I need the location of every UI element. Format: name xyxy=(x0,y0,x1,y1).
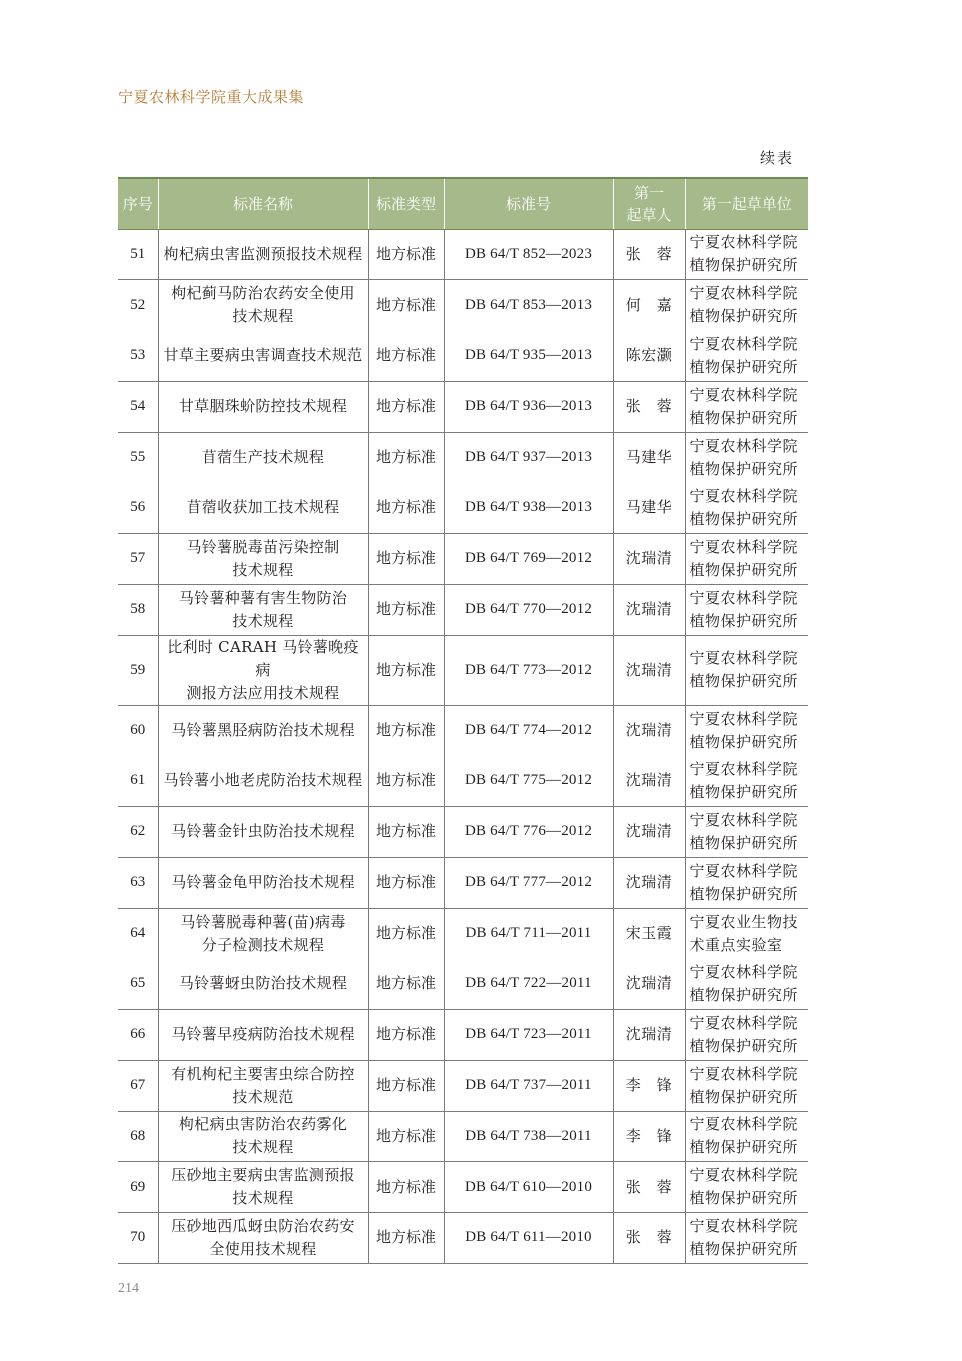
drafting-unit-line1: 宁夏农林科学院 xyxy=(689,1064,799,1083)
standard-name xyxy=(158,280,368,331)
standard-code: DB 64/T 853—2013 xyxy=(444,280,613,331)
drafting-unit-line1: 宁夏农林科学院 xyxy=(689,537,799,556)
drafting-unit xyxy=(685,381,808,432)
standard-code: DB 64/T 722—2011 xyxy=(444,959,613,1010)
drafting-unit xyxy=(685,1111,808,1162)
col-header-no: 序号 xyxy=(118,178,158,229)
standard-name-line2: 技术规程 xyxy=(232,611,294,630)
standard-name xyxy=(158,381,368,432)
drafting-unit-line2: 植物保护研究所 xyxy=(689,459,799,478)
col-header-author xyxy=(613,178,685,229)
drafting-unit-line1: 宁夏农林科学院 xyxy=(689,709,799,728)
standard-code: DB 64/T 738—2011 xyxy=(444,1111,613,1162)
drafting-unit-line2: 植物保护研究所 xyxy=(689,1239,799,1258)
col-header-type: 标准类型 xyxy=(368,178,444,229)
table-row xyxy=(118,483,808,534)
first-drafter: 何 嘉 xyxy=(613,280,685,331)
first-drafter: 沈瑞清 xyxy=(613,807,685,858)
standard-code: DB 64/T 938—2013 xyxy=(444,483,613,534)
drafting-unit-line1: 宁夏农林科学院 xyxy=(689,1166,799,1185)
row-number: 61 xyxy=(118,756,158,807)
table-row xyxy=(118,1213,808,1264)
standard-name xyxy=(158,229,368,280)
first-drafter: 张 蓉 xyxy=(613,229,685,280)
table-row xyxy=(118,229,808,280)
standard-name xyxy=(158,705,368,756)
standard-type: 地方标准 xyxy=(368,229,444,280)
drafting-unit-line2: 植物保护研究所 xyxy=(689,560,799,579)
standard-name-line1: 马铃薯小地老虎防治技术规程 xyxy=(163,771,363,790)
standard-type: 地方标准 xyxy=(368,381,444,432)
standard-name-line1: 马铃薯脱毒种薯(苗)病毒 xyxy=(180,912,346,931)
row-number: 65 xyxy=(118,959,158,1010)
row-number: 52 xyxy=(130,296,146,313)
drafting-unit-line1: 宁夏农林科学院 xyxy=(689,962,799,981)
row-number: 53 xyxy=(118,331,158,382)
standard-name xyxy=(158,331,368,382)
standard-name xyxy=(158,959,368,1010)
drafting-unit-line2: 植物保护研究所 xyxy=(689,357,799,376)
standard-name-line1: 马铃薯蚜虫防治技术规程 xyxy=(178,974,348,993)
standard-name-line1: 马铃薯早疫病防治技术规程 xyxy=(171,1025,355,1044)
row-number: 68 xyxy=(118,1111,158,1162)
drafting-unit-line1: 宁夏农林科学院 xyxy=(689,649,799,667)
standard-name-line2: 技术规程 xyxy=(232,1189,294,1208)
standard-type: 地方标准 xyxy=(368,1213,444,1264)
drafting-unit xyxy=(685,807,808,858)
standard-code: DB 64/T 769—2012 xyxy=(444,534,613,585)
header-row xyxy=(118,178,808,229)
standard-type: 地方标准 xyxy=(368,584,444,635)
first-drafter: 马建华 xyxy=(613,432,685,483)
standard-name xyxy=(158,908,368,959)
standard-name-line2: 测报方法应用技术规程 xyxy=(186,683,340,702)
first-drafter: 张 蓉 xyxy=(613,1162,685,1213)
standard-type: 地方标准 xyxy=(368,959,444,1010)
first-drafter: 张 蓉 xyxy=(613,1213,685,1264)
standard-type: 地方标准 xyxy=(368,1010,444,1061)
table-row xyxy=(118,584,808,635)
first-drafter: 宋玉霞 xyxy=(613,908,685,959)
standard-code: DB 64/T 737—2011 xyxy=(444,1060,613,1111)
first-drafter: 李 锋 xyxy=(613,1111,685,1162)
standard-code: DB 64/T 852—2023 xyxy=(444,229,613,280)
drafting-unit-line2: 植物保护研究所 xyxy=(689,672,799,690)
drafting-unit-line1: 宁夏农林科学院 xyxy=(689,861,799,880)
standard-code: DB 64/T 610—2010 xyxy=(444,1162,613,1213)
drafting-unit-line1: 宁夏农林科学院 xyxy=(689,1013,799,1032)
standard-name-line2: 全使用技术规程 xyxy=(209,1239,317,1258)
standard-code: DB 64/T 774—2012 xyxy=(444,705,613,756)
drafting-unit-line1: 宁夏农林科学院 xyxy=(689,385,799,404)
standard-name-line1: 枸杞病虫害防治农药雾化 xyxy=(178,1115,348,1134)
row-number: 62 xyxy=(118,807,158,858)
row-number: 64 xyxy=(130,925,146,942)
drafting-unit-line2: 植物保护研究所 xyxy=(689,833,799,852)
standard-name-line1: 苜蓿收获加工技术规程 xyxy=(186,498,340,517)
standard-type: 地方标准 xyxy=(368,432,444,483)
standard-name xyxy=(158,1111,368,1162)
drafting-unit xyxy=(685,1213,808,1264)
drafting-unit xyxy=(685,584,808,635)
drafting-unit xyxy=(685,534,808,585)
standard-name-line1: 甘草胭珠蚧防控技术规程 xyxy=(178,397,348,416)
drafting-unit-line2: 植物保护研究所 xyxy=(689,256,799,275)
standard-name-line1: 马铃薯金针虫防治技术规程 xyxy=(171,822,355,841)
row-number: 57 xyxy=(118,534,158,585)
drafting-unit-line2: 植物保护研究所 xyxy=(689,732,799,751)
standard-code: DB 64/T 611—2010 xyxy=(444,1213,613,1264)
standard-type: 地方标准 xyxy=(368,534,444,585)
standard-name xyxy=(158,756,368,807)
first-drafter: 沈瑞清 xyxy=(613,584,685,635)
first-drafter: 张 蓉 xyxy=(613,381,685,432)
standard-type: 地方标准 xyxy=(368,705,444,756)
standard-code: DB 64/T 935—2013 xyxy=(444,331,613,382)
standards-table xyxy=(118,177,808,1264)
drafting-unit-line2: 植物保护研究所 xyxy=(689,509,799,528)
standard-name-line2: 技术规范 xyxy=(232,1087,294,1106)
drafting-unit-line1: 宁夏农林科学院 xyxy=(689,810,799,829)
standard-code: DB 64/T 723—2011 xyxy=(444,1010,613,1061)
standard-type: 地方标准 xyxy=(368,483,444,534)
row-number: 51 xyxy=(118,229,158,280)
standard-type: 地方标准 xyxy=(368,756,444,807)
row-number: 58 xyxy=(118,584,158,635)
col-header-unit: 第一起草单位 xyxy=(685,178,808,229)
row-number: 66 xyxy=(118,1010,158,1061)
standard-name xyxy=(158,1162,368,1213)
continued-label: 续表 xyxy=(760,149,795,167)
first-drafter: 沈瑞清 xyxy=(613,857,685,908)
drafting-unit-line2: 植物保护研究所 xyxy=(689,1138,799,1157)
row-number: 56 xyxy=(118,483,158,534)
standard-type: 地方标准 xyxy=(368,280,444,331)
first-drafter: 沈瑞清 xyxy=(613,534,685,585)
standard-name xyxy=(158,1010,368,1061)
drafting-unit-line1: 宁夏农林科学院 xyxy=(689,759,799,778)
standard-name-line1: 马铃薯脱毒苗污染控制 xyxy=(186,537,340,556)
col-header-author-line1: 第一 xyxy=(633,183,664,202)
running-head: 宁夏农林科学院重大成果集 xyxy=(118,88,305,106)
standard-name-line1: 马铃薯金龟甲防治技术规程 xyxy=(171,873,355,892)
standard-name-line2: 分子检测技术规程 xyxy=(201,935,325,954)
first-drafter: 沈瑞清 xyxy=(613,635,685,705)
col-header-author-line2: 起草人 xyxy=(626,205,672,224)
standard-code: DB 64/T 711—2011 xyxy=(444,908,613,959)
drafting-unit-line1: 宁夏农林科学院 xyxy=(689,1115,799,1134)
table-row xyxy=(118,381,808,432)
first-drafter: 沈瑞清 xyxy=(613,1010,685,1061)
drafting-unit-line1: 宁夏农林科学院 xyxy=(689,284,799,303)
standard-name-line1: 压砂地主要病虫害监测预报 xyxy=(171,1166,355,1185)
standard-code: DB 64/T 777—2012 xyxy=(444,857,613,908)
table-header xyxy=(118,178,808,229)
drafting-unit-line1: 宁夏农林科学院 xyxy=(689,233,799,252)
drafting-unit-line2: 植物保护研究所 xyxy=(689,1087,799,1106)
col-header-name: 标准名称 xyxy=(158,178,368,229)
first-drafter: 马建华 xyxy=(613,483,685,534)
drafting-unit-line2: 植物保护研究所 xyxy=(689,408,799,427)
table-row xyxy=(118,756,808,807)
drafting-unit xyxy=(685,635,808,705)
drafting-unit-line2: 植物保护研究所 xyxy=(689,611,799,630)
row-number: 59 xyxy=(118,635,158,705)
drafting-unit xyxy=(685,1010,808,1061)
standard-name xyxy=(158,635,368,705)
drafting-unit-line2: 植物保护研究所 xyxy=(689,1036,799,1055)
standard-type: 地方标准 xyxy=(368,635,444,705)
standard-name-line1: 苜蓿生产技术规程 xyxy=(201,448,325,467)
table-row xyxy=(118,908,808,959)
first-drafter: 沈瑞清 xyxy=(613,959,685,1010)
row-number: 60 xyxy=(130,722,146,739)
standard-code: DB 64/T 770—2012 xyxy=(444,584,613,635)
table-row xyxy=(118,807,808,858)
row-number: 55 xyxy=(130,449,146,466)
standard-name-line1: 有机枸杞主要害虫综合防控 xyxy=(171,1064,355,1083)
table-row xyxy=(118,432,808,483)
row-number: 70 xyxy=(118,1213,158,1264)
standard-name-line1: 马铃薯种薯有害生物防治 xyxy=(178,588,348,607)
table-row xyxy=(118,1010,808,1061)
table-row xyxy=(118,857,808,908)
standard-name-line1: 甘草主要病虫害调查技术规范 xyxy=(163,346,363,365)
row-number: 67 xyxy=(118,1060,158,1111)
page-number: 214 xyxy=(118,1281,139,1296)
table-row xyxy=(118,1111,808,1162)
first-drafter: 陈宏灏 xyxy=(613,331,685,382)
drafting-unit-line1: 宁夏农林科学院 xyxy=(689,1216,799,1235)
table-row xyxy=(118,1162,808,1213)
drafting-unit-line2: 术重点实验室 xyxy=(689,935,783,954)
standard-name-line2: 技术规程 xyxy=(232,1138,294,1157)
table-row xyxy=(118,705,808,756)
drafting-unit-line2: 植物保护研究所 xyxy=(689,985,799,1004)
drafting-unit-line1: 宁夏农业生物技 xyxy=(689,912,799,931)
standard-name xyxy=(158,857,368,908)
drafting-unit xyxy=(685,432,808,483)
table-row xyxy=(118,959,808,1010)
drafting-unit xyxy=(685,705,808,756)
first-drafter: 李 锋 xyxy=(613,1060,685,1111)
drafting-unit xyxy=(685,908,808,959)
drafting-unit-line2: 植物保护研究所 xyxy=(689,884,799,903)
standard-name xyxy=(158,807,368,858)
drafting-unit-line1: 宁夏农林科学院 xyxy=(689,334,799,353)
standard-type: 地方标准 xyxy=(368,1162,444,1213)
standard-name xyxy=(158,534,368,585)
standard-type: 地方标准 xyxy=(368,1111,444,1162)
table-row xyxy=(118,534,808,585)
first-drafter: 沈瑞清 xyxy=(613,705,685,756)
drafting-unit xyxy=(685,483,808,534)
standard-name xyxy=(158,432,368,483)
standard-type: 地方标准 xyxy=(368,1060,444,1111)
standard-name xyxy=(158,483,368,534)
standard-code: DB 64/T 937—2013 xyxy=(444,432,613,483)
standard-name xyxy=(158,584,368,635)
standard-name xyxy=(158,1060,368,1111)
drafting-unit xyxy=(685,280,808,331)
standard-name-line2: 技术规程 xyxy=(232,560,294,579)
standard-code: DB 64/T 775—2012 xyxy=(444,756,613,807)
table-body xyxy=(118,229,808,1263)
col-header-code: 标准号 xyxy=(444,178,613,229)
standard-name-line1: 枸杞蓟马防治农药安全使用 xyxy=(171,284,355,303)
drafting-unit xyxy=(685,229,808,280)
drafting-unit xyxy=(685,959,808,1010)
drafting-unit xyxy=(685,857,808,908)
drafting-unit xyxy=(685,1162,808,1213)
drafting-unit-line1: 宁夏农林科学院 xyxy=(689,588,799,607)
standard-name-line1: 比利时 CARAH 马铃薯晚疫病 xyxy=(167,637,359,679)
standard-name xyxy=(158,1213,368,1264)
table-row xyxy=(118,280,808,331)
standard-code: DB 64/T 776—2012 xyxy=(444,807,613,858)
drafting-unit xyxy=(685,756,808,807)
standard-name-line1: 压砂地西瓜蚜虫防治农药安 xyxy=(171,1216,355,1235)
drafting-unit-line1: 宁夏农林科学院 xyxy=(689,436,799,455)
first-drafter: 沈瑞清 xyxy=(613,756,685,807)
standard-type: 地方标准 xyxy=(368,908,444,959)
standard-type: 地方标准 xyxy=(368,857,444,908)
row-number: 63 xyxy=(118,857,158,908)
drafting-unit-line2: 植物保护研究所 xyxy=(689,782,799,801)
standard-code: DB 64/T 936—2013 xyxy=(444,381,613,432)
standard-type: 地方标准 xyxy=(368,331,444,382)
drafting-unit-line2: 植物保护研究所 xyxy=(689,1189,799,1208)
standard-type: 地方标准 xyxy=(368,807,444,858)
standard-name-line1: 枸杞病虫害监测预报技术规程 xyxy=(163,244,363,263)
drafting-unit-line1: 宁夏农林科学院 xyxy=(689,486,799,505)
drafting-unit-line2: 植物保护研究所 xyxy=(689,307,799,326)
row-number: 69 xyxy=(118,1162,158,1213)
standard-code: DB 64/T 773—2012 xyxy=(444,635,613,705)
table-row xyxy=(118,331,808,382)
row-number: 54 xyxy=(118,381,158,432)
standard-name-line2: 技术规程 xyxy=(232,307,294,326)
table-row xyxy=(118,1060,808,1111)
drafting-unit xyxy=(685,331,808,382)
table-row xyxy=(118,635,808,705)
drafting-unit xyxy=(685,1060,808,1111)
standard-name-line1: 马铃薯黑胫病防治技术规程 xyxy=(171,721,355,740)
